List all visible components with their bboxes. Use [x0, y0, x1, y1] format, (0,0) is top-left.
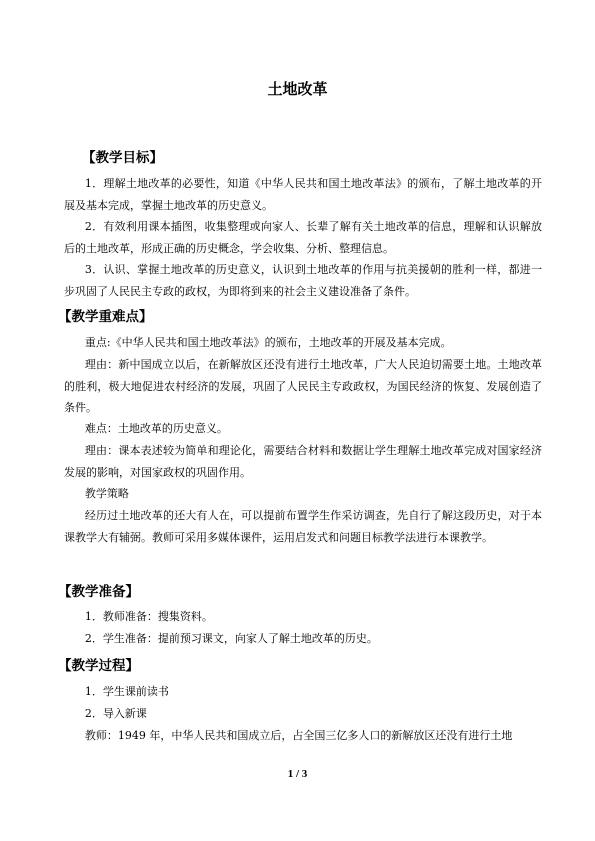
- paragraph: 2．有效利用课本插图，收集整理或向家人、长辈了解有关土地改革的信息，理解和认识解放后的土地改革，形成正确的历史概念，学会收集、分析、整理信息。: [64, 220, 542, 255]
- paragraph: 3．认识、掌握土地改革的历史意义，认识到土地改革的作用与抗美援朝的胜利一样，都进一步巩固了人民民主专政的政权，为即将到来的社会主义建设准备了条件。: [64, 263, 542, 298]
- section-heading-goals: 【教学目标】: [82, 150, 163, 166]
- paragraph: 理由：新中国成立以后，在新解放区还没有进行土地改革，广大人民迫切需要土地。土地改革的胜利，极大地促进农村经济的发展，巩固了人民民主专政政权，为国民经济的恢复、发展创造了条件。: [64, 358, 542, 414]
- section-heading-preparation: 【教学准备】: [58, 584, 139, 600]
- paragraph: 2．导入新课: [84, 707, 147, 720]
- section-heading-process: 【教学过程】: [58, 658, 139, 674]
- paragraph: 重点:《中华人民共和国土地改革法》的颁布，土地改革的开展及基本完成。: [84, 336, 452, 349]
- paragraph: 教师：1949 年，中华人民共和国成立后，占全国三亿多人口的新解放区还没有进行土地: [84, 729, 513, 742]
- page-number: 1 / 3: [287, 768, 308, 780]
- paragraph: 教学策略: [84, 487, 129, 500]
- paragraph: 1．理解土地改革的必要性，知道《中华人民共和国土地改革法》的颁布，了解土地改革的开展及基本完成，掌握土地改革的历史意义。: [64, 177, 542, 212]
- page-title: 土地改革: [267, 80, 328, 98]
- paragraph: 难点：土地改革的历史意义。: [84, 422, 228, 435]
- paragraph: 2．学生准备：提前预习课文，向家人了解土地改革的历史。: [84, 632, 378, 645]
- section-heading-key-points: 【教学重难点】: [58, 309, 153, 325]
- paragraph: 1．教师准备：搜集资料。: [84, 610, 213, 623]
- paragraph: 理由：课本表述较为简单和理论化，需要结合材料和数据让学生理解土地改革完成对国家经济发展的影响，对国家政权的巩固作用。: [64, 444, 542, 479]
- paragraph: 1．学生课前读书: [84, 685, 169, 698]
- paragraph: 经历过土地改革的还大有人在，可以提前布置学生作采访调查，先自行了解这段历史，对于本课教学大有辅弼。教师可采用多媒体课件，运用启发式和问题目标教学法进行本课教学。: [64, 509, 542, 544]
